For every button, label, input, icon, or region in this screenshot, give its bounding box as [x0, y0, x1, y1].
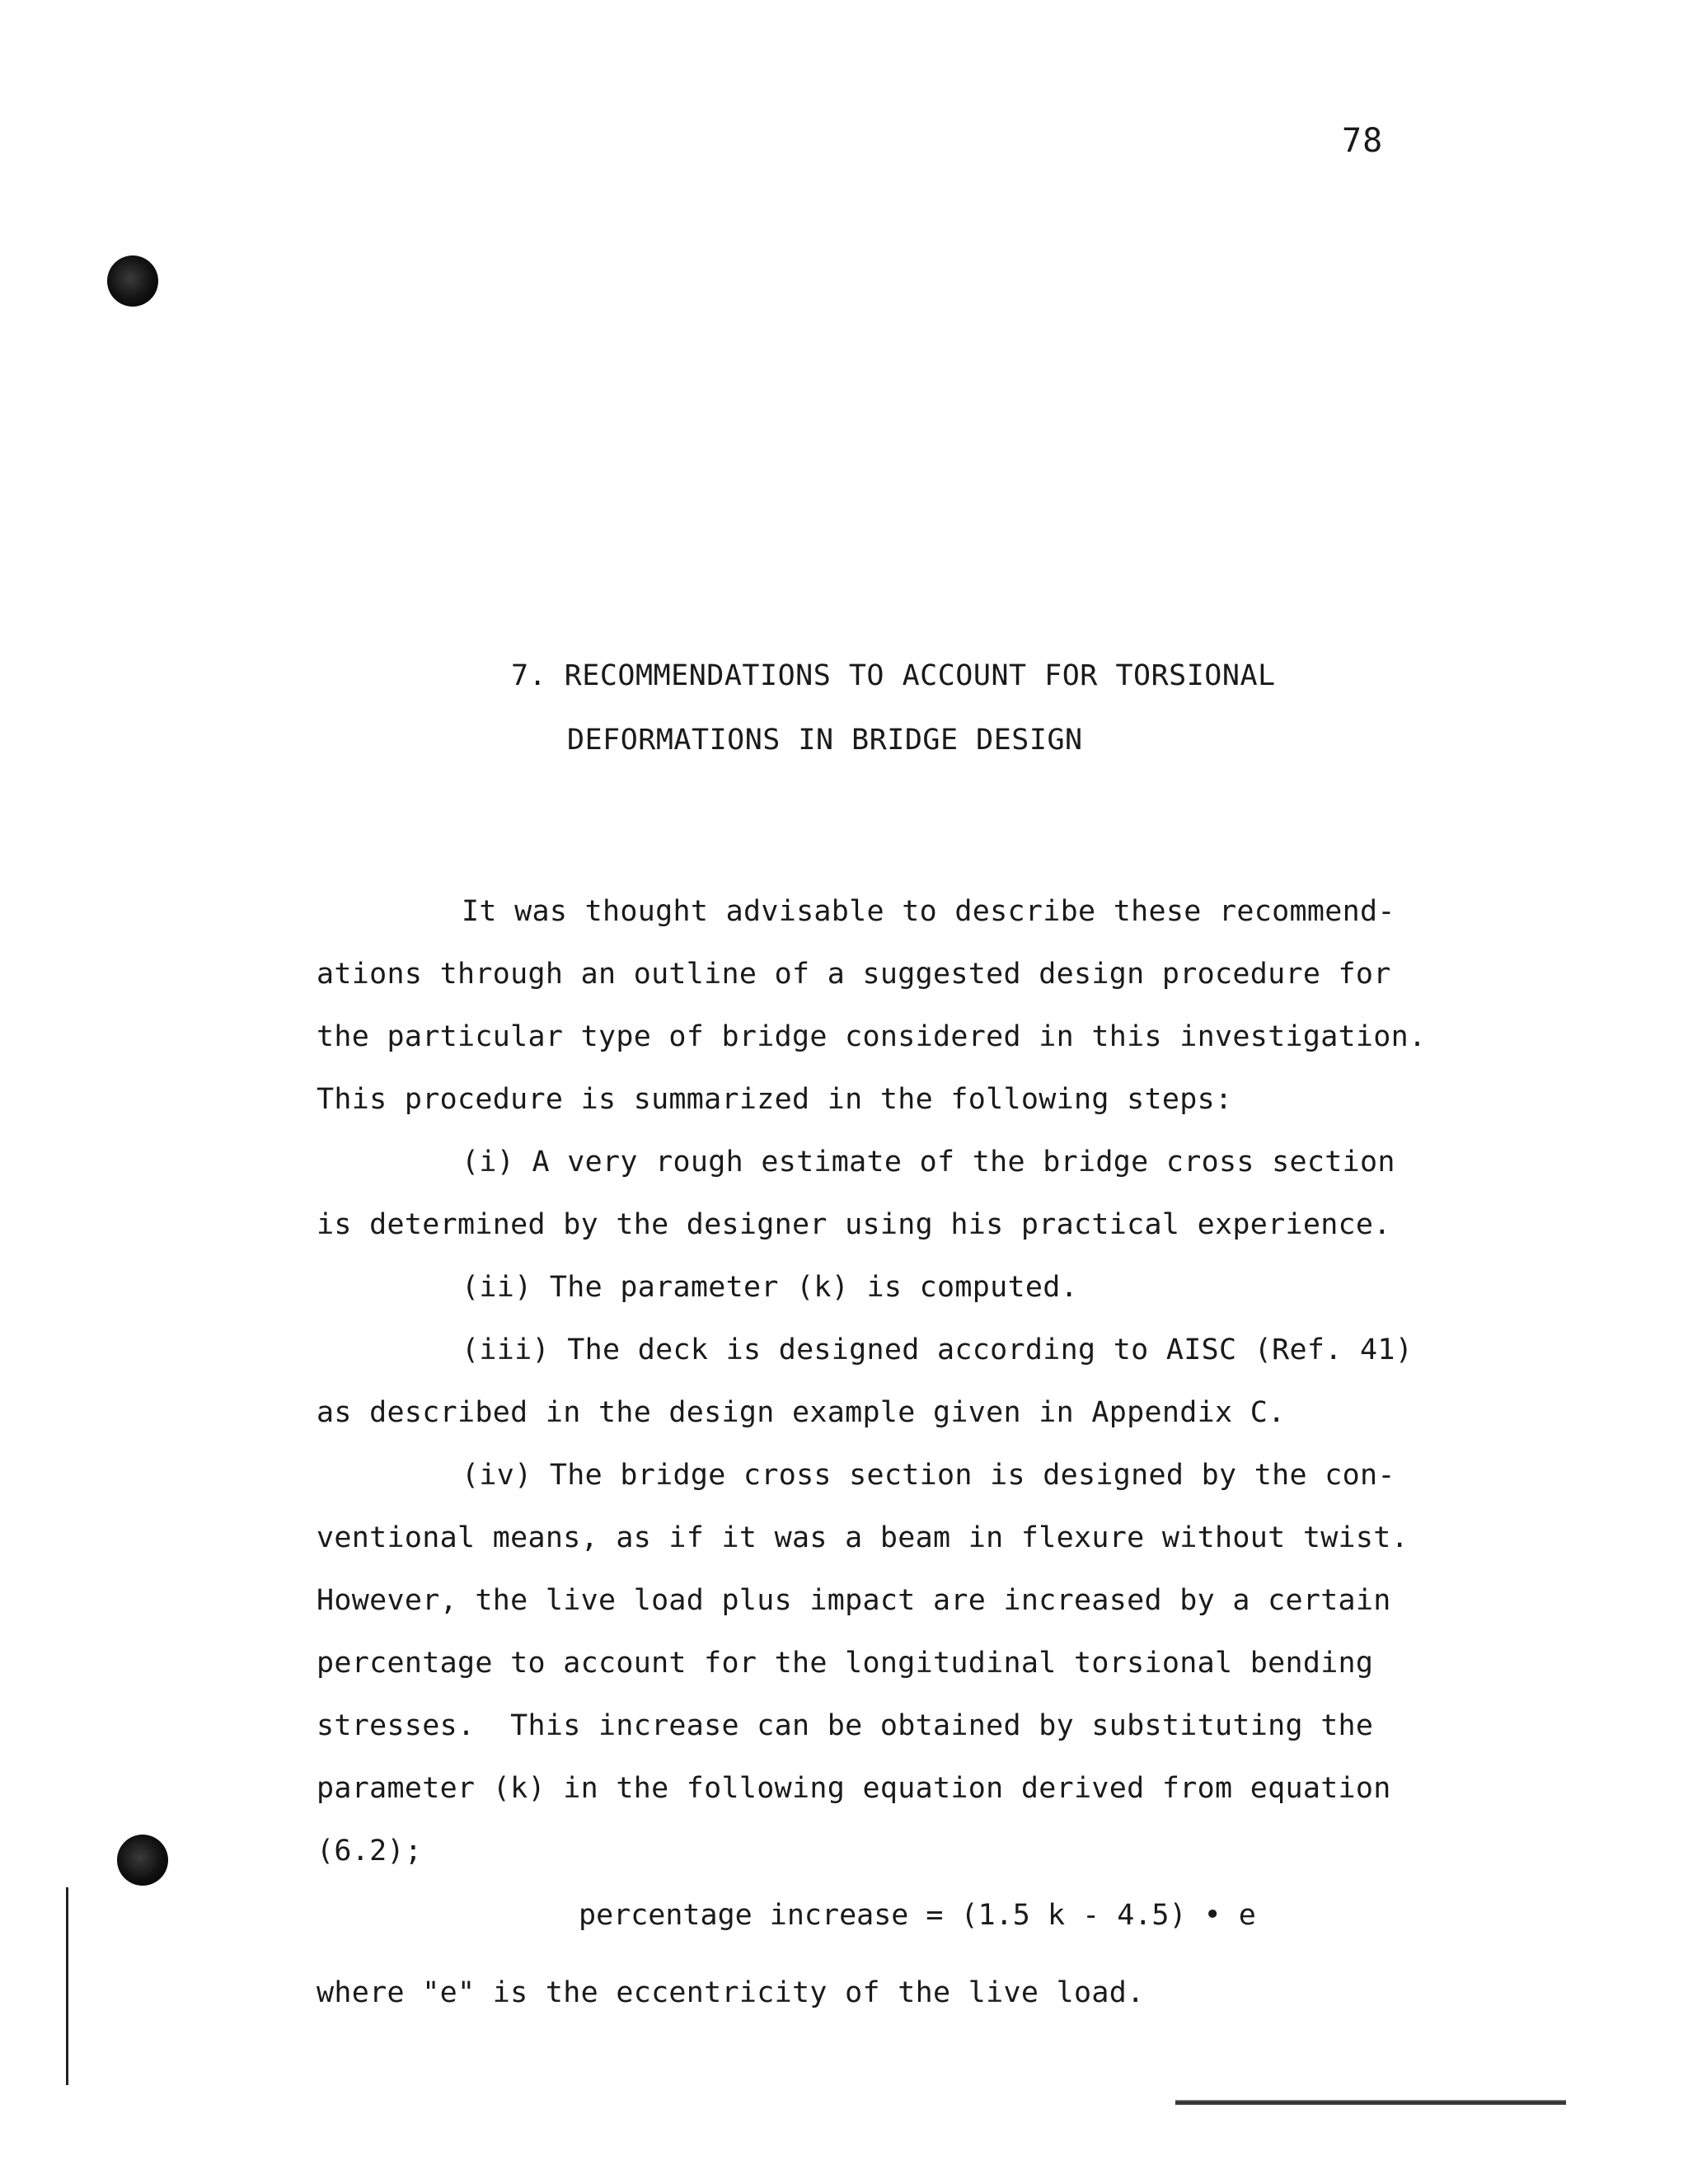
body-line: parameter (k) in the following equation derived from equation [316, 1772, 1391, 1805]
bottom-rule [1175, 2100, 1566, 2105]
body-line: This procedure is summarized in the following steps: [316, 1083, 1233, 1116]
body-line: ations through an outline of a suggested design procedure for [316, 958, 1391, 991]
page-number: 78 [1342, 122, 1384, 160]
section-heading-line-1: 7. RECOMMENDATIONS TO ACCOUNT FOR TORSIONAL [511, 659, 1276, 692]
body-line: (6.2); [316, 1835, 423, 1868]
body-line: is determined by the designer using his practical experience. [316, 1208, 1391, 1241]
body-line: However, the live load plus impact are increased by a certain [316, 1584, 1391, 1617]
equation: percentage increase = (1.5 k - 4.5) • e [579, 1899, 1256, 1932]
body-line: ventional means, as if it was a beam in flexure without twist. [316, 1521, 1409, 1554]
body-line: stresses. This increase can be obtained by substituting the [316, 1709, 1374, 1742]
step-iv-line: (iv) The bridge cross section is designed by the con- [462, 1459, 1395, 1492]
step-iii-line: (iii) The deck is designed according to AISC (Ref. 41) [462, 1333, 1414, 1366]
step-ii-line: (ii) The parameter (k) is computed. [462, 1271, 1079, 1304]
body-line: as described in the design example given in Appendix C. [316, 1396, 1286, 1429]
section-heading-line-2: DEFORMATIONS IN BRIDGE DESIGN [567, 724, 1083, 757]
body-line: percentage to account for the longitudinal torsional bending [316, 1647, 1374, 1680]
closing-line: where "e" is the eccentricity of the live load. [316, 1976, 1145, 2009]
punch-hole-bottom [117, 1835, 168, 1886]
margin-rule [66, 1887, 68, 2085]
punch-hole-top [107, 255, 158, 307]
body-line: It was thought advisable to describe these recommend- [462, 895, 1395, 928]
step-i-line: (i) A very rough estimate of the bridge cross section [462, 1146, 1395, 1179]
body-line: the particular type of bridge considered in this investigation. [316, 1020, 1427, 1053]
